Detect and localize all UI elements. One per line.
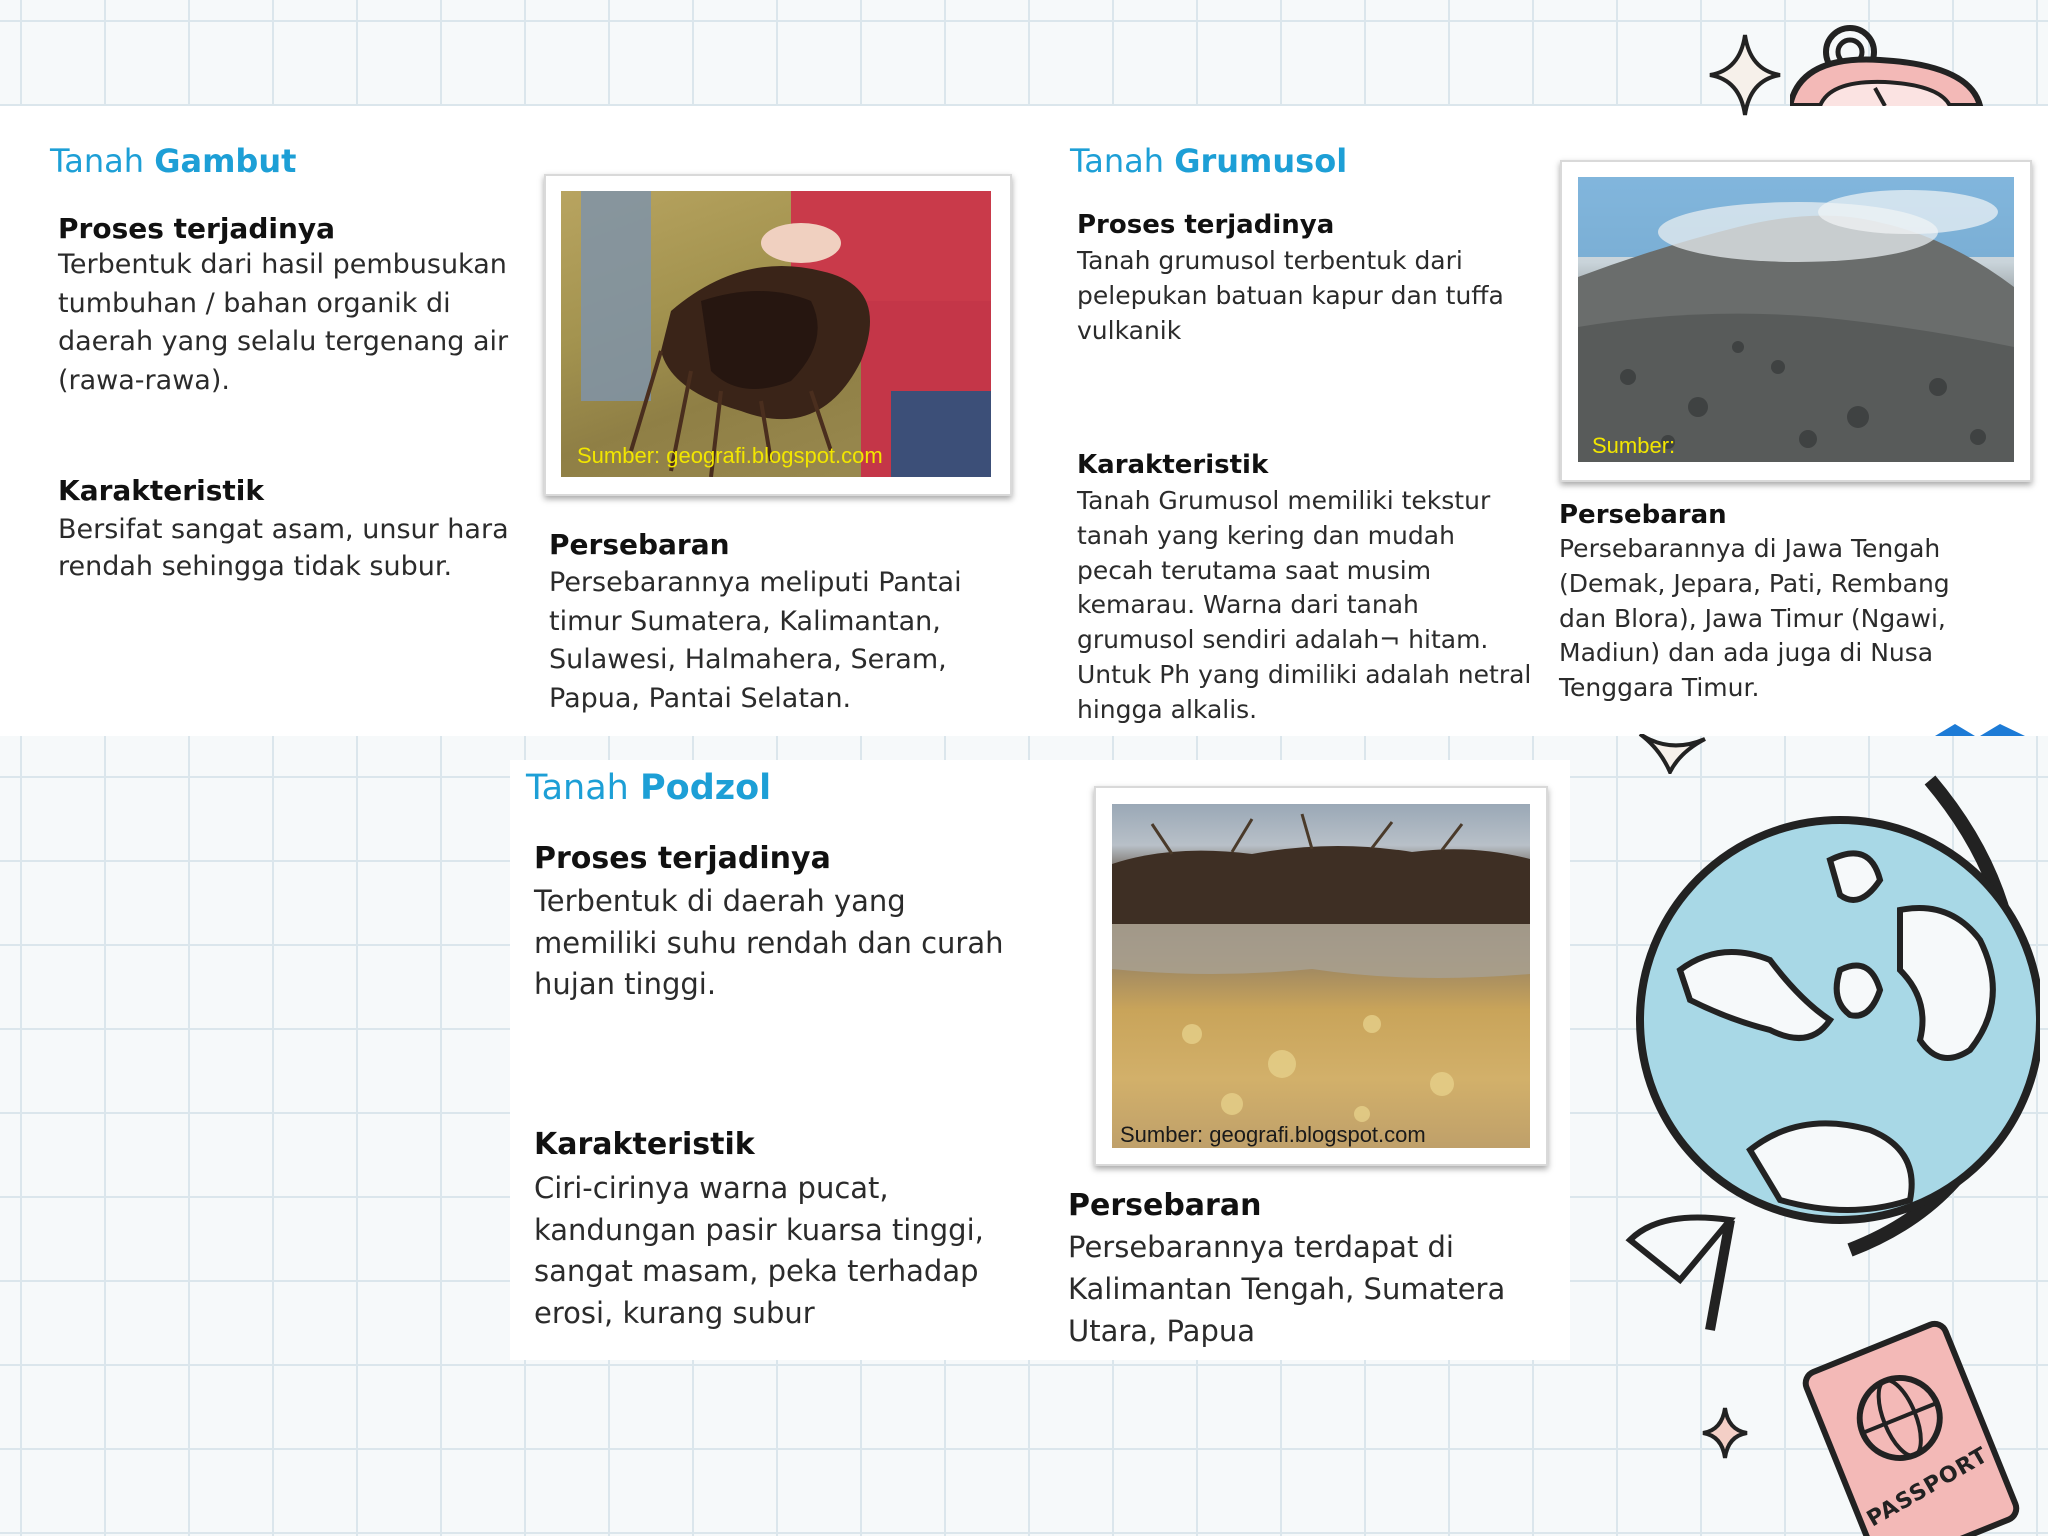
gambut-proses-heading: Proses terjadinya: [58, 212, 336, 245]
podzol-soil-profile-illustration: [1112, 804, 1530, 1148]
grumusol-karakteristik-text: Tanah Grumusol memiliki tekstur tanah yang kering dan mudah pecah terutama saat musim kemarau. Warna dari tanah grumusol sendiri adalah¬ hitam. Untuk Ph yang dimiliki adalah netral hingga alkalis.: [1077, 486, 1532, 724]
sparkle-icon: [1705, 30, 1785, 120]
grumusol-persebaran-heading: Persebaran: [1559, 500, 1727, 530]
gambut-persebaran-text: Persebarannya meliputi Pantai timur Sumatera, Kalimantan, Sulawesi, Halmahera, Seram, Papua, Pantai Selatan.: [549, 567, 962, 714]
podzol-persebaran-heading: Persebaran: [1068, 1188, 1262, 1223]
sparkle-icon: [1700, 1405, 1750, 1461]
grumusol-title-prefix: Tanah: [1070, 142, 1165, 180]
grumusol-title-name: Grumusol: [1174, 142, 1348, 180]
gambut-karakteristik-heading: Karakteristik: [58, 474, 264, 507]
gambut-title: [50, 142, 296, 180]
gambut-title-name: Gambut: [154, 142, 297, 180]
podzol-title: [526, 768, 771, 808]
grumusol-karakteristik-heading: Karakteristik: [1077, 450, 1269, 480]
podzol-karakteristik-heading: Karakteristik: [534, 1127, 755, 1162]
gambut-title-prefix: Tanah: [50, 142, 145, 180]
gambut-photo-frame: [544, 174, 1012, 496]
podzol-photo-frame: [1094, 786, 1548, 1166]
rocky-mountain-illustration: [1578, 177, 2014, 462]
sparkle-icon: [1630, 734, 1710, 774]
podzol-photo-credit: Sumber: geografi.blogspot.com: [1120, 1122, 1426, 1147]
podzol-proses-heading: Proses terjadinya: [534, 841, 831, 876]
globe-icon: [1570, 770, 2040, 1360]
gambut-persebaran-heading: Persebaran: [549, 528, 730, 561]
grumusol-proses-text: Tanah grumusol terbentuk dari pelepukan batuan kapur dan tuffa vulkanik: [1077, 246, 1504, 345]
gambut-karakteristik-text: Bersifat sangat asam, unsur hara rendah sehingga tidak subur.: [58, 514, 509, 582]
grumusol-title: [1070, 142, 1347, 180]
passport-label: PASSPORT: [1862, 1442, 1993, 1533]
grumusol-photo-frame: [1560, 160, 2032, 482]
grumusol-photo-credit: Sumber:: [1592, 433, 1676, 458]
podzol-title-prefix: Tanah: [526, 768, 629, 808]
grumusol-photo: [1578, 177, 2014, 462]
peat-soil-illustration: [561, 191, 991, 477]
podzol-proses-text: Terbentuk di daerah yang memiliki suhu rendah dan curah hujan tinggi.: [534, 884, 1004, 1001]
podzol-title-name: Podzol: [640, 768, 772, 808]
passport-icon: [1790, 1300, 2030, 1536]
gambut-photo: [561, 191, 991, 477]
grumusol-persebaran-text: Persebarannya di Jawa Tengah (Demak, Jepara, Pati, Rembang dan Blora), Jawa Timur (Ngawi, Madiun) dan ada juga di Nusa Tenggara Timur.: [1559, 534, 1950, 703]
grumusol-proses-heading: Proses terjadinya: [1077, 210, 1335, 240]
podzol-persebaran-text: Persebarannya terdapat di Kalimantan Tengah, Sumatera Utara, Papua: [1068, 1230, 1506, 1348]
podzol-karakteristik-text: Ciri-cirinya warna pucat, kandungan pasir kuarsa tinggi, sangat masam, peka terhadap erosi, kurang subur: [534, 1171, 984, 1330]
gambut-proses-text: Terbentuk dari hasil pembusukan tumbuhan / bahan organik di daerah yang selalu tergenang air (rawa-rawa).: [58, 249, 509, 396]
gambut-photo-credit: Sumber: geografi.blogspot.com: [577, 443, 883, 468]
compass-icon: [1790, 10, 1990, 106]
globe-cap-icon: [1935, 722, 2025, 736]
podzol-photo: [1112, 804, 1530, 1148]
